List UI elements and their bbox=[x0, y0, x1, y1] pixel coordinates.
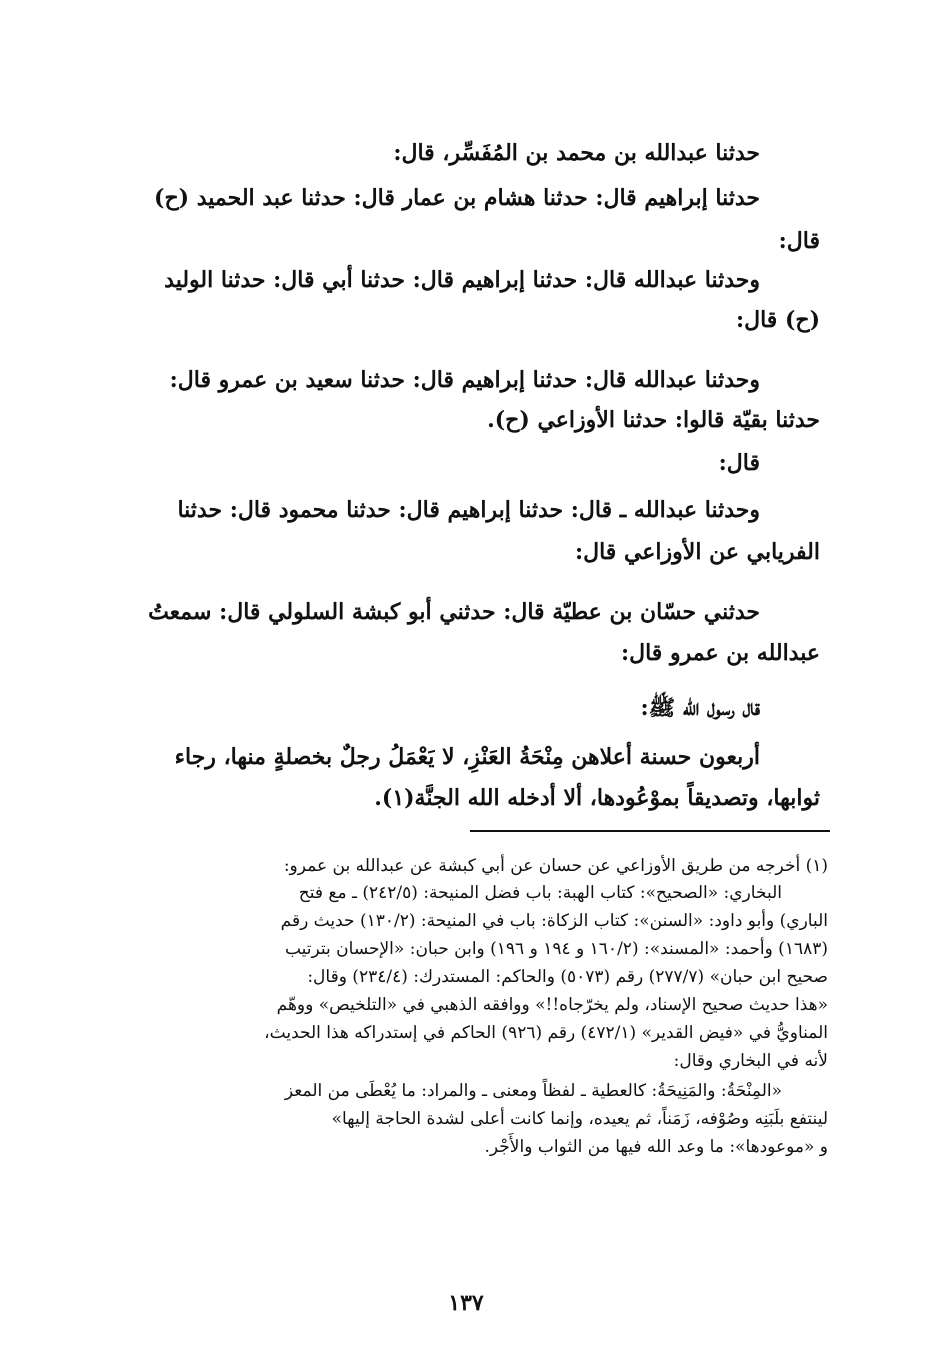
text-line: حدثنا بقيّة قالوا: حدثنا الأوزاعي (ح). bbox=[487, 407, 820, 433]
footnote-line: «هذا حديث صحيح الإسناد، ولم يخرّجاه!!» ووافقه الذهبي في «التلخيص» ووهّم bbox=[276, 995, 828, 1015]
footnote-line: الباري) وأبو داود: «السنن»: كتاب الزكاة: باب في المنيحة: (١٣٠/٢) حديث رقم bbox=[280, 911, 828, 931]
text-line: قال: bbox=[778, 228, 820, 254]
footnote-line: «المِنْحَةُ: والمَنِيحَةُ: كالعطية ـ لفظاً ومعنى ـ والمراد: ما يُعْطَى من المعز bbox=[284, 1081, 782, 1101]
text-line: حدثنا إبراهيم قال: حدثنا هشام بن عمار قال: حدثنا عبد الحميد (ح) bbox=[154, 185, 760, 211]
footnote-line: (١٦٨٣) وأحمد: «المسند»: (١٦٠/٢ و ١٩٤ و ١٩٦) وابن حبان: «الإحسان بترتيب bbox=[284, 939, 828, 959]
footnote-line: لأنه في البخاري وقال: bbox=[673, 1051, 828, 1071]
page-number: ١٣٧ bbox=[448, 1290, 484, 1316]
footnote-divider bbox=[470, 830, 830, 832]
text-line: ثوابها، وتصديقاً بموْعُودها، ألا أدخله الله الجنَّة(١). bbox=[374, 785, 820, 811]
footnote-line: و «موعودها»: ما وعد الله فيها من الثواب والأَجْر. bbox=[484, 1137, 828, 1157]
text-line: حدثني حسّان بن عطيّة قال: حدثني أبو كبشة السلولي قال: سمعتُ bbox=[148, 599, 760, 625]
footnote-line: البخاري: «الصحيح»: كتاب الهبة: باب فضل المنيحة: (٢٤٢/٥) ـ مع فتح bbox=[298, 883, 782, 903]
footnote-line: لينتفع بلَبَنِه وصُوْفه، زَمَناً، ثم يعيده، وإنما كانت أعلى لشدة الحاجة إليها» bbox=[331, 1109, 828, 1129]
text-line: وحدثنا عبدالله قال: حدثنا إبراهيم قال: حدثنا سعيد بن عمرو قال: bbox=[169, 367, 760, 393]
text-line: وحدثنا عبدالله قال: حدثنا إبراهيم قال: حدثنا أبي قال: حدثنا الوليد bbox=[164, 267, 760, 293]
footnote-line: المناويُّ في «فيض القدير» (٤٧٢/١) رقم (٩٢٦) الحاكم في إستدراكه هذا الحديث، bbox=[264, 1023, 828, 1043]
text-line: أربعون حسنة أعلاهن مِنْحَةُ العَنْزِ، لا يَعْمَلُ رجلٌ بخصلةٍ منها، رجاء bbox=[174, 744, 760, 770]
text-line: (ح) قال: bbox=[735, 307, 820, 333]
footnote-line: صحيح ابن حبان» (٢٧٧/٧) رقم (٥٠٧٣) والحاكم: المستدرك: (٢٣٤/٤) وقال: bbox=[307, 967, 828, 987]
footnote-line: (١) أخرجه من طريق الأوزاعي عن حسان عن أبي كبشة عن عبدالله بن عمرو: bbox=[283, 856, 828, 876]
text-line: حدثنا عبدالله بن محمد بن المُفَسِّر، قال: bbox=[393, 140, 760, 166]
text-line: قال: bbox=[718, 450, 760, 476]
text-line: وحدثنا عبدالله ـ قال: حدثنا إبراهيم قال: حدثنا محمود قال: حدثنا bbox=[177, 497, 760, 523]
text-line: قال رسول الله ﷺ: bbox=[640, 695, 760, 721]
text-line: عبدالله بن عمرو قال: bbox=[621, 640, 820, 666]
text-line: الفريابي عن الأوزاعي قال: bbox=[574, 539, 820, 565]
